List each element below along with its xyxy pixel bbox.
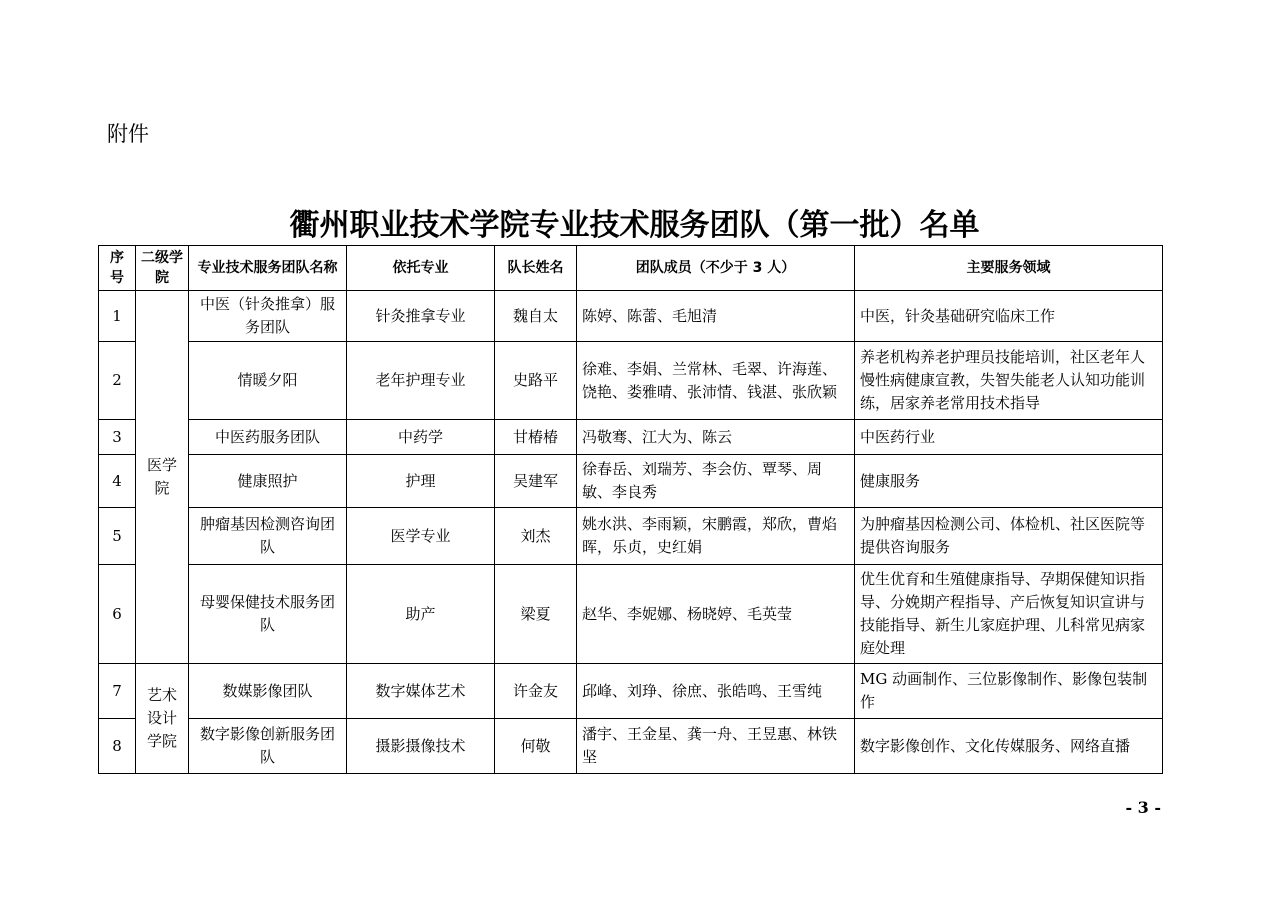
cell-major: 针灸推拿专业	[347, 291, 495, 342]
cell-major: 医学专业	[347, 508, 495, 565]
header-team-name: 专业技术服务团队名称	[189, 246, 347, 291]
document-title: 衢州职业技术学院专业技术服务团队（第一批）名单	[289, 208, 980, 243]
table-row	[99, 420, 1163, 455]
cell-team-name: 肿瘤基因检测咨询团队	[189, 508, 347, 565]
cell-team-name: 数媒影像团队	[189, 664, 347, 719]
table-row	[99, 342, 1163, 420]
cell-major: 护理	[347, 455, 495, 508]
cell-leader: 刘杰	[495, 508, 577, 565]
table-header-row	[99, 246, 1163, 291]
cell-leader: 魏自太	[495, 291, 577, 342]
cell-major: 助产	[347, 565, 495, 664]
cell-service-area: 中医药行业	[855, 420, 1163, 455]
table-row	[99, 291, 1163, 342]
cell-no: 2	[99, 342, 136, 420]
cell-major: 数字媒体艺术	[347, 664, 495, 719]
cell-college: 艺术设计学院	[136, 664, 189, 774]
cell-members: 徐难、李娟、兰常林、毛翠、许海莲、饶艳、娄雅晴、张沛情、钱湛、张欣颖	[577, 342, 855, 420]
table-row	[99, 664, 1163, 719]
cell-service-area: MG 动画制作、三位影像制作、影像包装制作	[855, 664, 1163, 719]
cell-team-name: 健康照护	[189, 455, 347, 508]
cell-team-name: 母婴保健技术服务团队	[189, 565, 347, 664]
header-leader: 队长姓名	[495, 246, 577, 291]
cell-leader: 甘椿椿	[495, 420, 577, 455]
cell-college: 医学院	[136, 291, 189, 664]
cell-major: 摄影摄像技术	[347, 719, 495, 774]
header-members: 团队成员（不少于 3 人）	[577, 246, 855, 291]
cell-members: 赵华、李妮娜、杨晓婷、毛英莹	[577, 565, 855, 664]
cell-team-name: 中医（针灸推拿）服务团队	[189, 291, 347, 342]
cell-team-name: 情暖夕阳	[189, 342, 347, 420]
cell-members: 邱峰、刘琤、徐庶、张皓鸣、王雪纯	[577, 664, 855, 719]
table-row	[99, 455, 1163, 508]
team-roster-table	[98, 245, 1163, 774]
cell-members: 潘宇、王金星、龚一舟、王昱惠、林铁坚	[577, 719, 855, 774]
table-row	[99, 719, 1163, 774]
cell-no: 6	[99, 565, 136, 664]
table-body	[99, 291, 1163, 774]
header-major: 依托专业	[347, 246, 495, 291]
cell-major: 老年护理专业	[347, 342, 495, 420]
table-row	[99, 508, 1163, 565]
cell-service-area: 养老机构养老护理员技能培训，社区老年人慢性病健康宣教，失智失能老人认知功能训练，居家养老常用技术指导	[855, 342, 1163, 420]
header-service-area: 主要服务领域	[855, 246, 1163, 291]
cell-leader: 何敬	[495, 719, 577, 774]
cell-no: 3	[99, 420, 136, 455]
cell-service-area: 中医，针灸基础研究临床工作	[855, 291, 1163, 342]
cell-service-area: 优生优育和生殖健康指导、孕期保健知识指导、分娩期产程指导、产后恢复知识宣讲与技能指导、新生儿家庭护理、儿科常见病家庭处理	[855, 565, 1163, 664]
cell-no: 5	[99, 508, 136, 565]
header-college: 二级学院	[136, 246, 189, 291]
page-number: - 3 -	[1125, 798, 1161, 817]
table-row	[99, 565, 1163, 664]
header-no: 序号	[99, 246, 136, 291]
cell-service-area: 健康服务	[855, 455, 1163, 508]
cell-members: 陈婷、陈蕾、毛旭清	[577, 291, 855, 342]
cell-major: 中药学	[347, 420, 495, 455]
cell-team-name: 数字影像创新服务团队	[189, 719, 347, 774]
cell-leader: 史路平	[495, 342, 577, 420]
cell-members: 冯敬骞、江大为、陈云	[577, 420, 855, 455]
cell-no: 4	[99, 455, 136, 508]
cell-leader: 许金友	[495, 664, 577, 719]
cell-leader: 吴建军	[495, 455, 577, 508]
cell-members: 徐春岳、刘瑞芳、李会仿、覃琴、周敏、李良秀	[577, 455, 855, 508]
attachment-label: 附件	[107, 122, 149, 146]
cell-service-area: 数字影像创作、文化传媒服务、网络直播	[855, 719, 1163, 774]
cell-no: 7	[99, 664, 136, 719]
cell-no: 1	[99, 291, 136, 342]
cell-team-name: 中医药服务团队	[189, 420, 347, 455]
cell-leader: 梁夏	[495, 565, 577, 664]
cell-service-area: 为肿瘤基因检测公司、体检机、社区医院等提供咨询服务	[855, 508, 1163, 565]
cell-no: 8	[99, 719, 136, 774]
cell-members: 姚水洪、李雨颖，宋鹏霞，郑欣，曹焰晖，乐贞，史红娟	[577, 508, 855, 565]
